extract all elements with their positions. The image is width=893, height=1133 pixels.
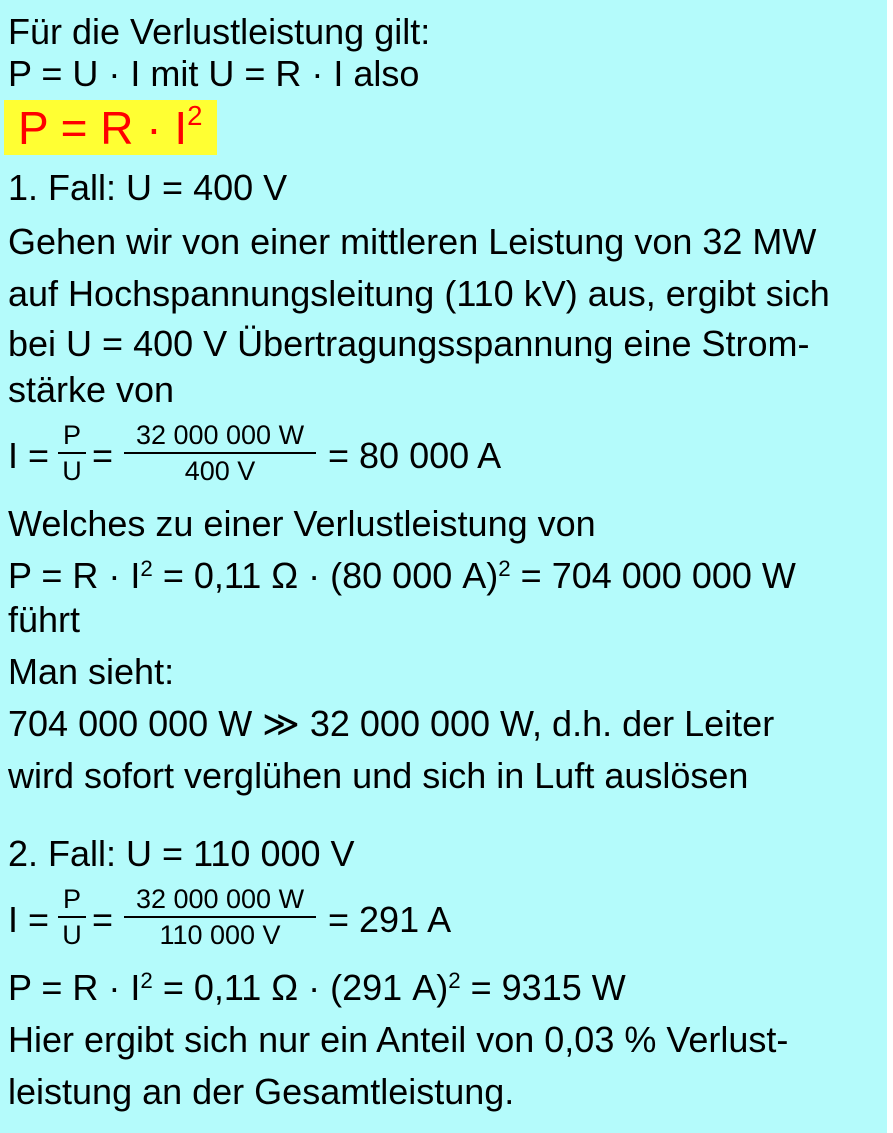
fraction-bar: [58, 452, 86, 454]
fraction-numerator: 32 000 000 W: [135, 884, 305, 914]
case1-eq-lhs: I =: [8, 435, 50, 476]
highlighted-formula: [4, 100, 217, 155]
case2-text-1: Hier ergibt sich nur ein Anteil von 0,03 % Verlust-: [8, 1019, 789, 1060]
case1-text-2: auf Hochspannungsleitung (110 kV) aus, ergibt sich: [8, 273, 830, 314]
case1-text-3: bei U = 400 V Übertragungsspannung eine Strom-: [8, 323, 810, 364]
case1-loss-equation: $P = R \cdot I^2 = 0,11$ Ω · (80 000 A)$^2$ = 704 000 000 W: [8, 555, 796, 596]
case1-text-6: führt: [8, 599, 81, 640]
case1-text-1: Gehen wir von einer mittleren Leistung von 32 MW: [8, 221, 817, 262]
case2-eq-lhs: I =: [8, 899, 50, 940]
case2-loss-equation: $P = R \cdot I^2 = 0,11$ Ω · (291 A)$^2$ = 9315 W: [8, 967, 626, 1008]
fraction-numerator: P: [62, 420, 81, 450]
case1-text-9: wird sofort verglühen und sich in Luft auslösen: [8, 755, 749, 796]
case1-fraction-pu: [58, 420, 86, 486]
case1-fraction-values: [124, 420, 316, 486]
case2-fraction-values: [124, 884, 316, 950]
case2-eq-equals: =: [92, 899, 114, 940]
case2-fraction-pu: [58, 884, 86, 950]
fraction-denominator: 110 000 V: [159, 920, 281, 950]
case1-text-4: stärke von: [8, 369, 175, 410]
fraction-bar: [58, 916, 86, 918]
case1-text-8: 704 000 000 W ≫ 32 000 000 W, d.h. der Leiter: [8, 703, 775, 744]
formula-text: $P = R \cdot I^2$: [18, 99, 203, 154]
case2-eq-result: = 291 A: [328, 899, 452, 940]
case1-eq-result: = 80 000 A: [328, 435, 502, 476]
fraction-numerator: P: [62, 884, 81, 914]
case2-text-2: leistung an der Gesamtleistung.: [8, 1071, 515, 1112]
case1-text-7: Man sieht:: [8, 651, 175, 692]
fraction-denominator: U: [62, 456, 82, 486]
case1-text-5: Welches zu einer Verlustleistung von: [8, 503, 596, 544]
case1-eq-equals: =: [92, 435, 114, 476]
case1-heading: 1. Fall: U = 400 V: [8, 167, 288, 208]
fraction-denominator: 400 V: [184, 456, 256, 486]
fraction-bar: [124, 452, 316, 454]
intro-line-1: Für die Verlustleistung gilt:: [8, 11, 431, 52]
fraction-numerator: 32 000 000 W: [135, 420, 305, 450]
case2-heading: 2. Fall: U = 110 000 V: [8, 833, 355, 874]
fraction-bar: [124, 916, 316, 918]
intro-line-2: P = U · I mit U = R · I also: [8, 53, 420, 94]
formula-exponent: 2: [187, 99, 203, 131]
fraction-denominator: U: [62, 920, 82, 950]
